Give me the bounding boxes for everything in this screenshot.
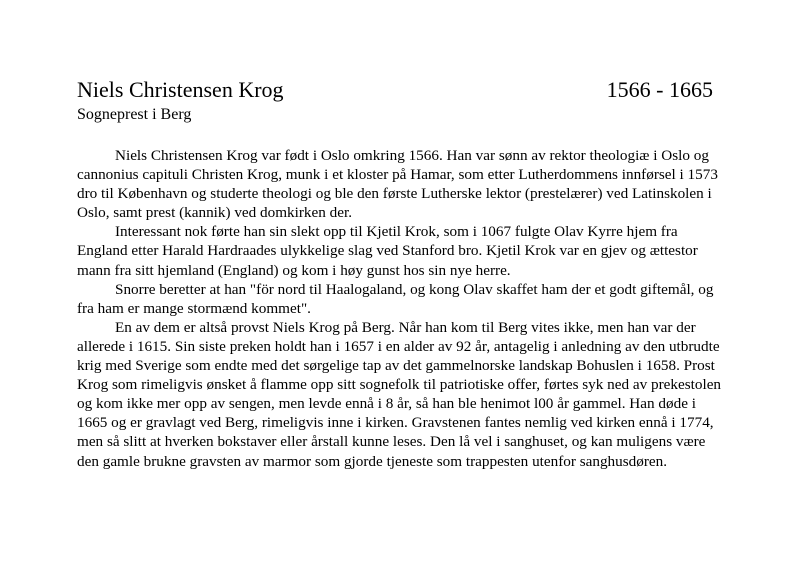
paragraph: Snorre beretter at han "för nord til Haalogaland, og kong Olav skaffet ham der et godt giftemål, og fra ham er mange stormænd kommet". [77, 280, 714, 317]
paragraph: En av dem er altså provst Niels Krog på Berg. Når han kom til Berg vites ikke, men han var der allerede i 1615. Sin siste preken holdt han i 1657 i en alder av 92 år, antagelig i anledning av den utbrudte krig med Sverige som endte med det sørgelige tap av det gammelnorske landskap Bohuslen i 1658. Prost Krog som rimeligvis ønsket å flamme opp sitt sognefolk til patriotiske offer, førtes syk ned av prekestolen og kom ikke mer opp av sengen, men levde ennå i 8 år, så han ble henimot l00 år gammel. Han døde i 1665 og er gravlagt ved Berg, rimeligvis inne i kirken. Gravstenen fantes nemlig ved kirken ennå i 1774, men så slitt at hverken bokstaver eller årstall kunne leses. Den lå vel i sanghuset, og kan muligens være den gamle brukne gravsten av marmor som gjorde tjeneste som trappesten utenfor sanghusdøren. [77, 318, 722, 470]
document-subtitle: Sogneprest i Berg [77, 106, 192, 123]
document-body [77, 146, 722, 471]
paragraph: Niels Christensen Krog var født i Oslo omkring 1566. Han var sønn av rektor theologiæ i Oslo og cannonius capituli Christen Krog, munk i et kloster på Hamar, som etter Lutherdommens innførsel i 1573 dro til København og studerte theologi og ble den første Lutherske lektor (prestelærer) ved Latinskolen i Oslo, samt prest (kannik) ved domkirken der. [77, 147, 718, 222]
paragraph: Interessant nok førte han sin slekt opp til Kjetil Krok, som i 1067 fulgte Olav Kyrre hjem fra England etter Harald Hardraades ulykkelige slag ved Stanford bro. Kjetil Krok var en gjev og ættestor mann fra sitt hjemland (England) og kom i høy gunst hos sin nye herre. [77, 223, 698, 279]
document-header [77, 76, 713, 104]
document-title: Niels Christensen Krog [77, 77, 284, 102]
life-years: 1566 - 1665 [606, 77, 713, 102]
